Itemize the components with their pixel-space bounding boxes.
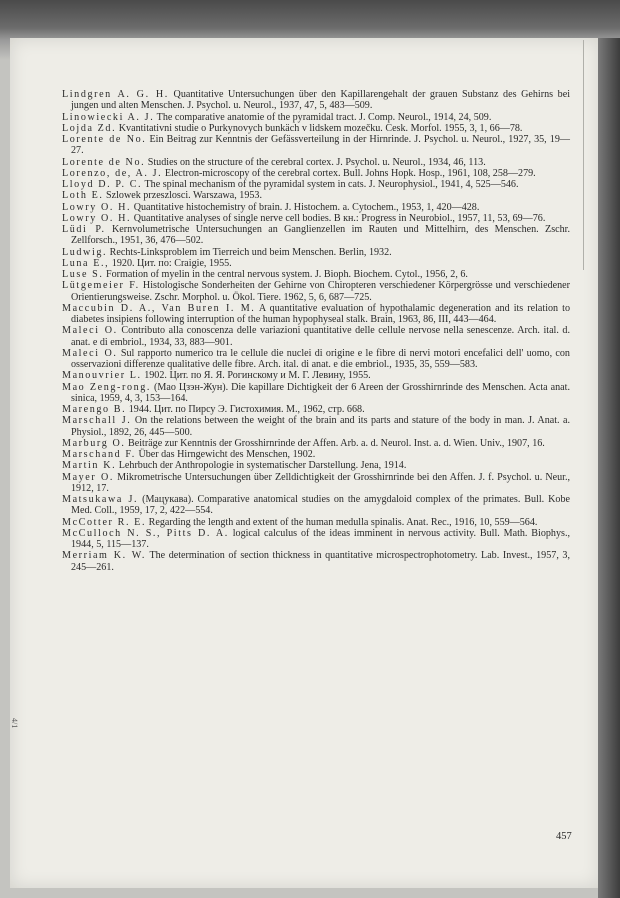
reference-text: Szlowek przeszlosci. Warszawa, 1953.	[106, 190, 262, 202]
reference-author: Manouvrier L.	[62, 370, 142, 382]
reference-entry	[62, 213, 570, 224]
reference-text: Über das Hirngewicht des Menschen, 1902.	[138, 449, 316, 460]
reference-author: Ludwig.	[62, 246, 108, 258]
reference-text: (Мао Цзэн-Жун). Die kapillare Dichtigkeit der 6 Areen der Grosshirnrinde des Menschen. Acta anat. sinica, 1959, 4, 3, 153—164.	[71, 381, 570, 404]
reference-entry	[62, 247, 570, 258]
reference-entry	[62, 438, 570, 449]
reference-entry	[62, 472, 570, 495]
reference-text: The spinal mechanism of the pyramidal system in cats. J. Neurophysiol., 1941, 4, 525—546.	[144, 179, 519, 190]
reference-author: Martin K.	[62, 460, 117, 472]
reference-author: Lojda Zd.	[62, 122, 117, 134]
page-crease	[583, 40, 584, 270]
reference-text: 1902. Цит. по Я. Я. Рогинскому и М. Г. Левину, 1955.	[144, 370, 371, 382]
reference-entry	[62, 280, 570, 303]
reference-author: Lorente de No.	[62, 156, 146, 168]
reference-entry	[62, 168, 570, 179]
reference-text: A quantitative evaluation of hypothalamic degeneration and its relation to diabetes insipiens following interruption of the human hypophyseal stalk. Brain, 1963, 86, III, 443—464.	[71, 302, 571, 325]
reference-entry	[62, 112, 570, 123]
page-edge-shadow	[598, 38, 620, 898]
reference-text: Quantitative analyses of single nerve cell bodies. В кн.: Progress in Neurobiol., 1957, 11, 53, 69—76.	[133, 212, 546, 224]
reference-entry	[62, 269, 570, 280]
page-number: 457	[556, 831, 572, 842]
reference-text: Quantitative Untersuchungen über den Kapillarengehalt der grauen Substanz des Gehirns bei jungen und alten Menschen. J. Psychol. u. Neurol., 1937, 47, 5, 483—509.	[71, 89, 571, 112]
reference-entry	[62, 415, 570, 438]
reference-author: Luse S.	[62, 269, 104, 280]
reference-text: Electron-microscopy of the cerebral cortex. Bull. Johns Hopk. Hosp., 1961, 108, 258—279.	[164, 167, 536, 179]
reference-author: Lütgemeier F.	[62, 280, 140, 292]
reference-entry	[62, 460, 570, 471]
reference-author: Maleci O.	[62, 325, 118, 337]
reference-text: The determination of section thickness in quantitative microspectrophotometry. Lab. Invest., 1957, 3, 245—261.	[71, 550, 570, 573]
reference-entry	[62, 258, 570, 269]
reference-entry	[62, 190, 570, 201]
reference-text: Beiträge zur Kenntnis der Grosshirnrinde der Affen. Arb. a. d. Neurol. Inst. a. d. Wien. Univ., 1907, 16.	[128, 437, 545, 449]
reference-text: (Мацукава). Comparative anatomical studies on the amygdaloid complex of the primates. Bull. Kobe Med. Coll., 1959, 17, 2, 422—554.	[71, 494, 570, 517]
reference-author: McCulloch N. S., Pitts D. A.	[62, 527, 229, 539]
reference-text: Quantitative histochemistry of brain. J. Histochem. a. Cytochem., 1953, 1, 420—428.	[133, 201, 480, 213]
reference-text: 1920. Цит. по: Craigie, 1955.	[111, 257, 232, 269]
reference-author: Loth E.	[62, 190, 104, 202]
reference-entry	[62, 550, 570, 573]
reference-entry	[62, 528, 570, 551]
reference-author: Maccubin D. A., Van Buren I. M.	[62, 302, 256, 314]
reference-author: Mao Zeng-rong.	[62, 381, 152, 393]
reference-entry	[62, 123, 570, 134]
reference-author: Marengo B.	[62, 404, 127, 415]
reference-author: Marschand F.	[62, 449, 136, 460]
reference-text: 1944. Цит. по Пирсу Э. Гистохимия. М., 1962, стр. 668.	[128, 404, 365, 415]
reference-text: Rechts-Linksproblem im Tierreich und beim Menschen. Berlin, 1932.	[109, 246, 392, 258]
reference-author: Matsukawa J.	[62, 494, 139, 505]
reference-text: Kernvolumetrische Untersuchungen an Ganglienzellen im Rauten und Mittelhirn, des Menschen. Zschr. Zellforsch., 1951, 36, 476—502.	[71, 224, 570, 247]
reference-entry	[62, 325, 570, 348]
reference-author: Marschall J.	[62, 415, 132, 427]
reference-entry	[62, 494, 570, 517]
reference-text: Kvantitativni studie o Purkynovych bunkäch v lidskem mozečku. Cesk. Morfol. 1955, 3, 1, 66—78.	[118, 122, 523, 134]
reference-entry	[62, 179, 570, 190]
reference-entry	[62, 224, 570, 247]
reference-text: The comparative anatomie of the pyramidal tract. J. Comp. Neurol., 1914, 24, 509.	[156, 111, 492, 123]
reference-author: Lorenzo, de, A. J.	[62, 167, 163, 179]
reference-author: Mayer O.	[62, 471, 115, 483]
reference-entry	[62, 449, 570, 460]
reference-entry	[62, 404, 570, 415]
reference-entry	[62, 370, 570, 381]
reference-text: Histologische Sonderheiten der Gehirne von Chiropteren verschiedener Körpergrösse und verschiedener Orientierungsweise. Zschr. Morphol. u. Ökol. Tiere. 1962, 5, 6, 687—725.	[71, 280, 570, 303]
reference-author: Lloyd D. P. C.	[62, 179, 143, 190]
reference-entry	[62, 157, 570, 168]
reference-entry	[62, 517, 570, 528]
reference-text: Sul rapporto numerico tra le cellule die nuclei di origine e le fibre di nervi motori encefalici dell' uomo, con osservazioni differenze qualitative delle fibre. Arch. ital. di anat. e die embriol., 1935, 35, 559—583.	[71, 347, 570, 370]
reference-text: On the relations between the weight of the brain and its parts and stature of the body in man. J. Anat. a. Physiol., 1892, 26, 445—500.	[71, 415, 570, 438]
reference-author: Linowiecki A. J.	[62, 111, 155, 123]
reference-text: Lehrbuch der Anthropologie in systematischer Darstellung. Jena, 1914.	[118, 460, 407, 472]
reference-entry	[62, 348, 570, 371]
reference-entry	[62, 202, 570, 213]
margin-mark: 4/1	[10, 718, 19, 729]
reference-author: Lüdi P.	[62, 224, 106, 235]
reference-list	[62, 89, 570, 573]
reference-entry	[62, 89, 570, 112]
reference-text: Mikrometrische Untersuchungen über Zelldichtigkeit der Grosshirnrinde bei den Affen. J. f. Psychol. u. Neur., 1912, 17.	[71, 471, 570, 494]
reference-author: Maleci O.	[62, 347, 118, 359]
reference-text: Regarding the length and extent of the human medulla spinalis. Anat. Rec., 1916, 10, 559—564.	[148, 516, 538, 528]
reference-text: Ein Beitrag zur Kenntnis der Gefässverteilung in der Hirnrinde. J. Psychol. u. Neurol., 1927, 35, 19—27.	[71, 134, 570, 157]
reference-entry	[62, 303, 570, 326]
reference-author: Marburg O.	[62, 437, 126, 449]
reference-author: Merriam K. W.	[62, 550, 147, 562]
reference-author: Lindgren A. G. H.	[62, 89, 169, 100]
reference-author: Lowry O. H.	[62, 201, 132, 213]
reference-text: Contributo alla conoscenza delle variazioni quantitative delle cellule nervose nella senescenze. Arch. ital. d. anat. e di embriol., 1934, 33, 883—901.	[71, 325, 570, 348]
reference-author: Lowry O. H.	[62, 212, 132, 224]
reference-entry	[62, 382, 570, 405]
reference-text: Studies on the structure of the cerebral cortex. J. Psychol. u. Neurol., 1934, 46, 113.	[147, 156, 486, 168]
reference-author: Lorente de No.	[62, 134, 147, 145]
reference-text: logical calculus of the ideas imminent in nervous activity. Bull. Math. Biophys., 1944, 5, 115—137.	[71, 527, 570, 550]
reference-text: Formation of myelin in the central nervous system. J. Bioph. Biochem. Cytol., 1956, 2, 6.	[106, 269, 468, 280]
reference-author: Luna E.,	[62, 257, 110, 269]
reference-entry	[62, 134, 570, 157]
reference-author: McCotter R. E.	[62, 516, 147, 528]
